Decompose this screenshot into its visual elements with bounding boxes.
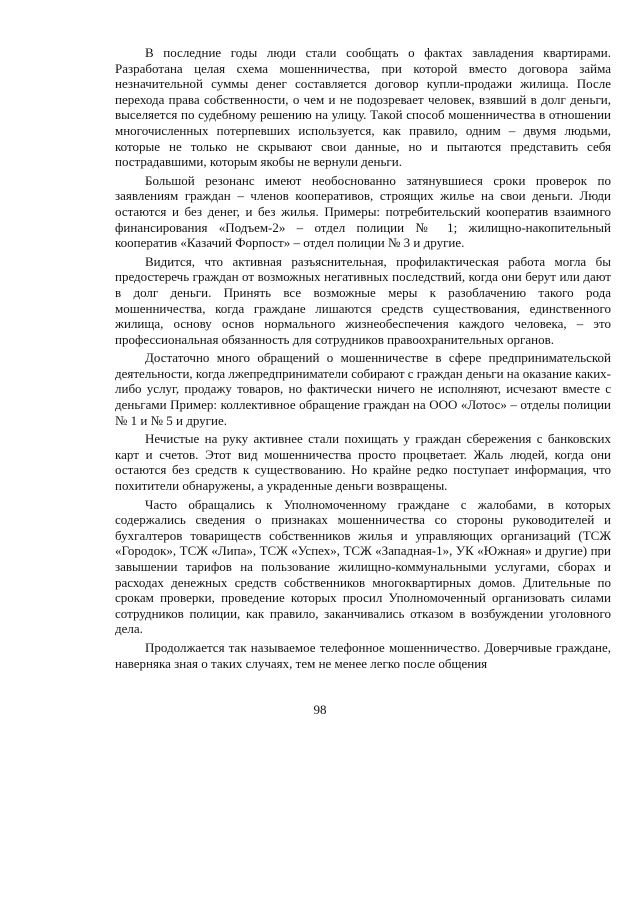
paragraph-phone-fraud: Продолжается так называемое телефонное мошенничество. Доверчивые граждане, наверняка зная о таких случаях, тем не менее легко после общения <box>115 639 611 671</box>
page-number: 98 <box>313 702 327 717</box>
paragraph-business-fraud: Достаточно много обращений о мошенничестве в сфере предпринимательской деятельности, когда лжепредприниматели собирают с граждан деньги на оказание каких-либо услуг, продажу товаров, но фактически ничего не исполняют, исчезают вместе с деньгами Пример: коллективное обращение граждан на ООО «Лотос» – отделы полиции № 1 и № 5 и другие. <box>115 350 611 428</box>
body-text <box>115 45 611 674</box>
paragraph-bank-cards: Нечистые на руку активнее стали похищать у граждан сбережения с банковских карт и счетов. Этот вид мошенничества просто процветает. Жаль людей, когда они остаются без средств к существованию. Но крайне редко поступает информация, что похитители обнаружены, а украденные деньги возвращены. <box>115 431 611 494</box>
paragraph-prevention: Видится, что активная разъяснительная, профилактическая работа могла бы предостеречь граждан от возможных негативных последствий, когда они берут или дают в долг деньги. Принять все возможные меры к разоблачению такого рода мошенничества, когда граждане лишаются средств существования, единственного жилища, основу основ нормального жизнеобеспечения каждого человека, – это профессиональная обязанность для сотрудников правоохранительных органов. <box>115 253 611 347</box>
paragraph-cooperatives: Большой резонанс имеют необоснованно затянувшиеся сроки проверок по заявлениям граждан – членов кооперативов, строящих жилье на свои деньги. Люди остаются и без денег, и без жилья. Примеры: потребительский кооператив взаимного финансирования «Подъем-2» – отдел полиции № 1; жилищно-накопительный кооператив «Казачий Форпост» – отдел полиции № 3 и другие. <box>115 172 611 251</box>
paragraph-hoa-complaints: Часто обращались к Уполномоченному граждане с жалобами, в которых содержались сведения о признаках мошенничества со стороны руководителей и бухгалтеров товариществ собственников жилья и управляющих организаций (ТСЖ «Городок», ТСЖ «Липа», ТСЖ «Успех», ТСЖ «Западная-1», УК «Южная» и другие) при завышении тарифов на пользование жилищно-коммунальными услугами, сборах и расходах денежных средств собственников многоквартирных домов. Длительные по срокам проверки, проведение которых просил Уполномоченный организовать силами сотрудников полиции, как правило, заканчивались отказом в возбуждении уголовного дела. <box>115 496 611 637</box>
paragraph-apartment-fraud: В последние годы люди стали сообщать о фактах завладения квартирами. Разработана целая схема мошенничества, при которой вместо договора займа незначительной суммы денег составляется договор купли-продажи жилища. После перехода права собственности, о чем и не подозревает человек, взявший в долг деньги, выселяется по судебному решению на улицу. Такой способ мошенничества в отношении многочисленных потерпевших используется, как правило, одним – двумя людьми, которые не только не скрывают свои данные, но и пытаются представить себя пострадавшими, которым якобы не вернули деньги. <box>115 45 611 170</box>
